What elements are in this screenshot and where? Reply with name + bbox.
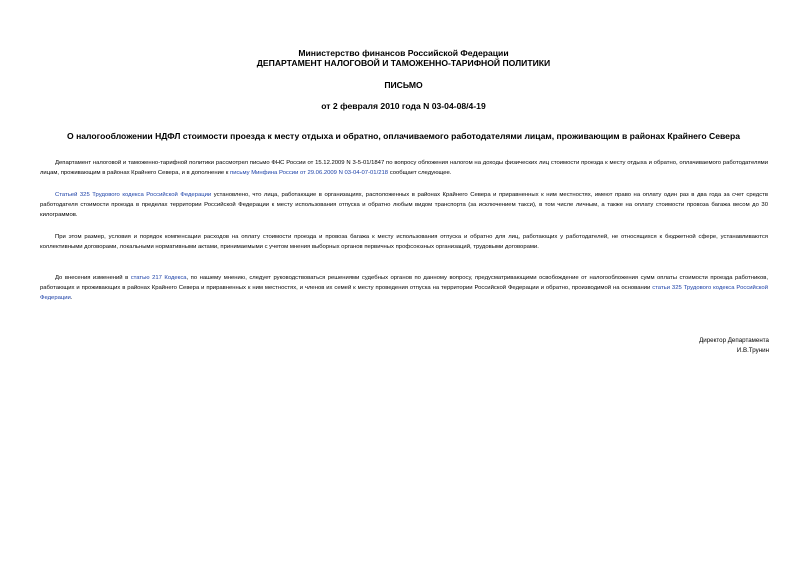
paragraph-text: установлено, что лица, работающие в организациях, расположенных в районах Крайнего Севера и приравненных к ним местностях, имеют право на оплату один раз в два года за счет средств работодателя стоимости проезда в пределах территории Российской Федерации к месту использования отпуска и обратно любым видом транспорта (за исключением такси), в том числе личным, а также на оплату стоимости провоза багажа весом до 30 килограммов.	[40, 192, 769, 218]
signature-name: И.В.Трунин	[736, 347, 769, 354]
paragraph-1	[40, 158, 768, 178]
letter-minfin-link[interactable]: письму Минфина России от 29.06.2009 N 03-04-07-01/218	[230, 170, 389, 176]
document-type: ПИСЬМО	[384, 80, 423, 90]
document-title: О налогообложении НДФЛ стоимости проезда к месту отдыха и обратно, оплачиваемого работодателями лицам, проживающим в районах Крайнего Севера	[67, 131, 740, 141]
article-325-link[interactable]: Статьей 325 Трудового кодекса Российской Федерации	[55, 192, 212, 198]
department-name: ДЕПАРТАМЕНТ НАЛОГОВОЙ И ТАМОЖЕННО-ТАРИФНОЙ ПОЛИТИКИ	[256, 58, 551, 68]
paragraph-text: , по нашему мнению, следует руководствоваться решениями судебных органов по данному вопросу, предусматривающими освобождение от налогообложения сумм оплаты стоимости проезда работников, работающих и проживающих в районах Крайнего Севера и приравненных к ним местностях, и членов их семей к месту проведения отпуска на территории Российской Федерации и обратно, производимой на основании	[40, 275, 768, 291]
paragraph-text: Департамент налоговой и таможенно-тарифной политики рассмотрел письмо ФНС России от 15.12.2009 N 3-5-01/1847 по вопросу обложения налогом на доходы физических лиц стоимости проезда к месту отдыха и обратно, оплачиваемого работодателями лицам, проживающим в районах Крайнего Севера, и в дополнение к	[40, 160, 768, 176]
paragraph-2	[40, 190, 768, 220]
paragraph-text: сообщает следующее.	[388, 170, 452, 176]
ministry-name: Министерство финансов Российской Федерации	[298, 48, 509, 58]
paragraph-4	[40, 273, 768, 303]
document-date-number: от 2 февраля 2010 года N 03-04-08/4-19	[321, 101, 486, 111]
paragraph-3	[40, 232, 768, 252]
article-325-link[interactable]: статьи 325 Трудового кодекса Российской Федерации	[40, 285, 769, 301]
signature-position: Директор Департамента	[699, 337, 769, 344]
article-217-link[interactable]: статью 217 Кодекса	[130, 275, 187, 281]
paragraph-text: До внесения изменений в	[55, 275, 131, 281]
paragraph-text: При этом размер, условия и порядок компенсации расходов на оплату стоимости проезда и провоза багажа к месту использования отпуска и обратно для лиц, работающих у работодателей, не относящихся к бюджетной сфере, устанавливаются коллективными договорами, локальными нормативными актами, принимаемыми с учетом мнения выборных органов первичных профсоюзных организаций, трудовыми договорами.	[40, 234, 768, 250]
paragraph-text: .	[70, 295, 73, 301]
